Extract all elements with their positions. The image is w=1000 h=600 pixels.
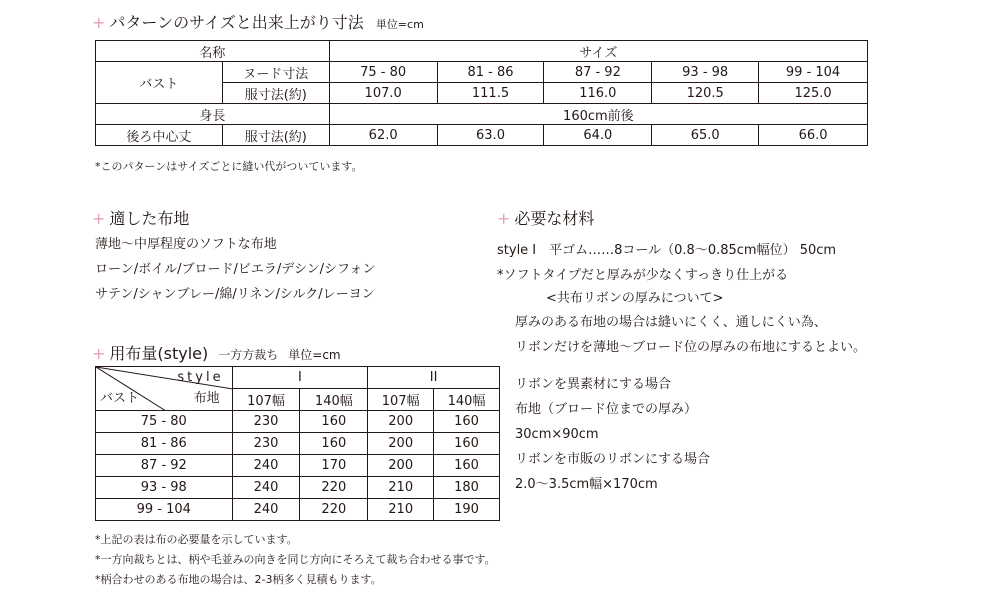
value-cell: 160: [300, 411, 368, 433]
value-cell: 210: [368, 477, 434, 499]
size-cell: 93 - 98: [96, 477, 233, 499]
value-cell: 240: [232, 477, 300, 499]
fabric-list: [95, 232, 375, 307]
value-cell: 200: [368, 411, 434, 433]
bust-garment-value: 120.5: [652, 83, 759, 104]
bust-label: バスト: [96, 62, 223, 104]
fabric-line: サテン/シャンブレー/綿/リネン/シルク/レーヨン: [95, 287, 375, 302]
bust-garment-value: 116.0: [544, 83, 652, 104]
size-cell: 87 - 92: [96, 455, 233, 477]
value-cell: 240: [232, 455, 300, 477]
value-cell: 160: [434, 433, 500, 455]
size-cell: 75 - 80: [96, 411, 233, 433]
fabric-line: 薄地〜中厚程度のソフトな布地: [95, 237, 277, 252]
back-garment-label: 服寸法(約): [222, 125, 329, 146]
materials-line: *ソフトタイプだと厚みが少なくすっきり仕上がる: [497, 268, 789, 283]
materials-line: リボンを市販のリボンにする場合: [515, 452, 711, 467]
size-section-title: + パターンのサイズと出来上がり寸法 単位=cm: [92, 13, 424, 32]
nude-value: 93 - 98: [652, 62, 759, 83]
value-cell: 160: [434, 411, 500, 433]
back-label: 後ろ中心丈: [96, 125, 223, 146]
nude-value: 81 - 86: [437, 62, 544, 83]
width-header: 140幅: [300, 389, 368, 411]
value-cell: 170: [300, 455, 368, 477]
plus-icon: +: [497, 209, 511, 228]
table-row: [96, 411, 500, 433]
materials-list-c: [515, 372, 710, 497]
table-row: [96, 433, 500, 455]
plus-icon: +: [92, 344, 106, 363]
garment-label: 服寸法(約): [222, 83, 329, 104]
materials-line: 布地（ブロード位までの厚み）: [515, 402, 698, 417]
back-value: 65.0: [652, 125, 759, 146]
corner-fabric-label: 布地: [193, 391, 220, 406]
table-row: [96, 477, 500, 499]
height-value: 160cm前後: [329, 104, 867, 125]
width-header: 140幅: [434, 389, 500, 411]
yardage-notes: [95, 530, 496, 590]
style-header: II: [368, 367, 500, 389]
value-cell: 220: [300, 477, 368, 499]
ribbon-heading: <共布リボンの厚みについて>: [546, 291, 724, 306]
materials-line: 厚みのある布地の場合は縫いにくく、通しにくい為、: [515, 315, 827, 330]
materials-line: 2.0〜3.5cm幅×170cm: [515, 477, 658, 492]
back-value: 63.0: [437, 125, 544, 146]
size-note: *このパターンはサイズごとに縫い代がついています。: [95, 160, 363, 173]
value-cell: 160: [300, 433, 368, 455]
materials-line: style I 平ゴム……8コール（0.8〜0.85cm幅位） 50cm: [497, 243, 837, 258]
back-value: 62.0: [329, 125, 437, 146]
value-cell: 160: [434, 455, 500, 477]
value-cell: 220: [300, 499, 368, 521]
size-cell: 99 - 104: [96, 499, 233, 521]
fabric-line: ローン/ボイル/ブロード/ビエラ/デシン/シフォン: [95, 262, 376, 277]
value-cell: 200: [368, 455, 434, 477]
value-cell: 180: [434, 477, 500, 499]
materials-line: リボンを異素材にする場合: [515, 377, 672, 392]
table-row: [96, 499, 500, 521]
value-cell: 230: [232, 433, 300, 455]
corner-bust-label: バスト: [100, 391, 140, 406]
corner-style-label: style: [177, 370, 224, 385]
nude-value: 99 - 104: [759, 62, 868, 83]
yardage-note: *一方向裁ちとは、柄や毛並みの向きを同じ方向にそろえて裁ち合わせる事です。: [95, 553, 496, 566]
size-cell: 81 - 86: [96, 433, 233, 455]
plus-icon: +: [92, 209, 106, 228]
yardage-table: [95, 366, 500, 521]
value-cell: 230: [232, 411, 300, 433]
value-cell: 210: [368, 499, 434, 521]
bust-garment-value: 125.0: [759, 83, 868, 104]
corner-cell: [96, 367, 233, 411]
style-header: I: [232, 367, 368, 389]
width-header: 107幅: [368, 389, 434, 411]
yardage-note: *上記の表は布の必要量を示しています。: [95, 533, 298, 546]
yardage-note: *柄合わせのある布地の場合は、2-3柄多く見積もります。: [95, 573, 382, 586]
yardage-section-title: + 用布量(style) 一方方裁ち 単位=cm: [92, 344, 341, 363]
materials-line: 30cm×90cm: [515, 427, 599, 442]
height-label: 身長: [96, 104, 330, 125]
header-name: 名称: [96, 41, 330, 62]
bust-garment-value: 107.0: [329, 83, 437, 104]
fabric-section-title: + 適した布地: [92, 209, 190, 228]
value-cell: 190: [434, 499, 500, 521]
nude-value: 87 - 92: [544, 62, 652, 83]
materials-line: リボンだけを薄地〜ブロード位の厚みの布地にするとよい。: [515, 340, 867, 355]
plus-icon: +: [92, 13, 106, 32]
table-row: [96, 455, 500, 477]
value-cell: 200: [368, 433, 434, 455]
width-header: 107幅: [232, 389, 300, 411]
nude-label: ヌード寸法: [222, 62, 329, 83]
materials-list-a: [497, 238, 836, 288]
back-value: 64.0: [544, 125, 652, 146]
back-value: 66.0: [759, 125, 868, 146]
header-size: サイズ: [329, 41, 867, 62]
bust-garment-value: 111.5: [437, 83, 544, 104]
value-cell: 240: [232, 499, 300, 521]
size-table: [95, 40, 868, 146]
materials-list-b: [515, 310, 866, 360]
nude-value: 75 - 80: [329, 62, 437, 83]
materials-section-title: + 必要な材料: [497, 209, 595, 228]
